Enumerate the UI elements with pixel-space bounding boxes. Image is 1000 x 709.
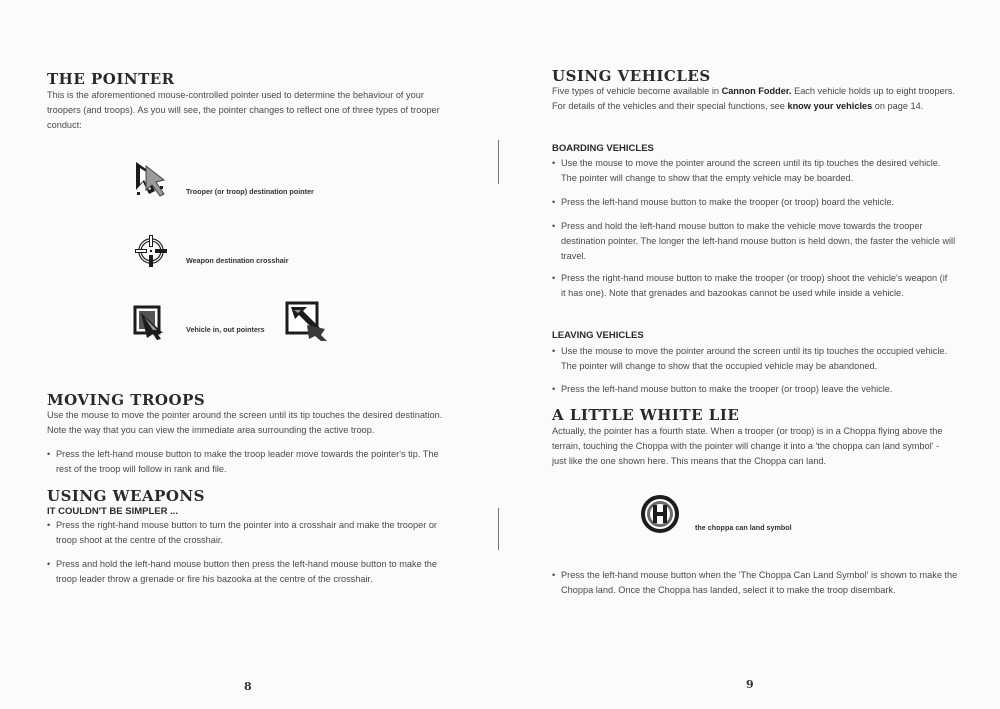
boarding-bullet-3: • Press and hold the left-hand mouse button to make the vehicle move towards the trooper destination pointer. The longer the left-hand mouse button is held down, the faster the vehicle will travel. [552,219,959,264]
vehicle-pointers-caption: Vehicle in, out pointers [186,325,265,334]
moving-troops-heading: MOVING TROOPS [47,391,206,409]
leaving-vehicles-heading: LEAVING VEHICLES [552,330,644,341]
using-weapons-subtitle: IT COULDN'T BE SIMPLER ... [47,506,179,517]
white-lie-body: Actually, the pointer has a fourth state. When a trooper (or troop) is in a Choppa flying above the terrain, touching the Choppa with the pointer will change it into a 'the choppa can land symbol' - just like the one shown here. This means that the Choppa can land. [552,426,943,466]
moving-troops-bullet-1: • Press the left-hand mouse button to make the troop leader move towards the pointer's tip. The rest of the troop will follow in rank and file. [47,447,454,477]
leaving-bullet-1: • Use the mouse to move the pointer around the screen until its tip touches the occupied vehicle. The pointer will change to show that the occupied vehicle may be abandoned. [552,344,959,374]
crosshair-caption: Weapon destination crosshair [186,256,289,265]
choppa-land-symbol-icon [640,494,680,534]
using-vehicles-heading: USING VEHICLES [552,67,711,85]
using-vehicles-intro: Five types of vehicle become available in Cannon Fodder. Each vehicle holds up to eight troopers. For details of the vehicles and their special functions, see know your vehicles on page 14. [552,86,955,111]
boarding-bullet-4: • Press the right-hand mouse button to make the trooper (or troop) shoot the vehicle's weapon (if it has one). Note that grenades and bazookas cannot be used while inside a vehicle. [552,271,949,301]
using-weapons-heading: USING WEAPONS [47,487,205,505]
page-number-right: 9 [746,678,754,691]
leaving-bullet-2: • Press the left-hand mouse button to make the trooper (or troop) leave the vehicle. [552,382,961,397]
vehicle-out-pointer-icon [285,301,329,343]
using-weapons-bullet-2: • Press and hold the left-hand mouse button then press the left-hand mouse button to make the troop leader throw a grenade or fire his bazooka at the centre of the crosshair. [47,557,448,587]
pointer-body: This is the aforementioned mouse-controlled pointer used to determine the behaviour of your troopers (and troops). As you will see, the pointer changes to reflect one of three types of trooper conduct: [47,90,440,130]
white-lie-bullet-1: • Press the left-hand mouse button when the 'The Choppa Can Land Symbol' is shown to make the Choppa land. Once the Choppa has landed, select it to make the troop disembark. [552,568,965,598]
boarding-bullet-1: • Use the mouse to move the pointer around the screen until its tip touches the desired vehicle. The pointer will change to show that the empty vehicle may be boarded. [552,156,951,186]
crosshair-icon [134,234,168,268]
using-weapons-bullet-1: • Press the right-hand mouse button to turn the pointer into a crosshair and make the trooper or troop shoot at the centre of the crosshair. [47,518,460,548]
boarding-vehicles-heading: BOARDING VEHICLES [552,143,654,154]
right-page [500,0,1000,709]
binding-mark [498,140,499,184]
page-number-left: 8 [244,680,252,693]
choppa-symbol-caption: the choppa can land symbol [695,523,792,532]
white-lie-heading: A LITTLE WHITE LIE [552,406,740,424]
boarding-bullet-2: • Press the left-hand mouse button to make the trooper (or troop) board the vehicle. [552,195,961,210]
binding-mark [498,508,499,550]
arrow-pointer-icon [134,160,174,198]
left-page [0,0,496,709]
vehicle-in-pointer-icon [133,305,171,341]
pointer-heading: THE POINTER [47,70,175,88]
arrow-pointer-caption: Trooper (or troop) destination pointer [186,187,314,196]
moving-troops-body: Use the mouse to move the pointer around the screen until its tip touches the desired destination. Note the way that you can view the immediate area surrounding the active troop. [47,410,443,435]
